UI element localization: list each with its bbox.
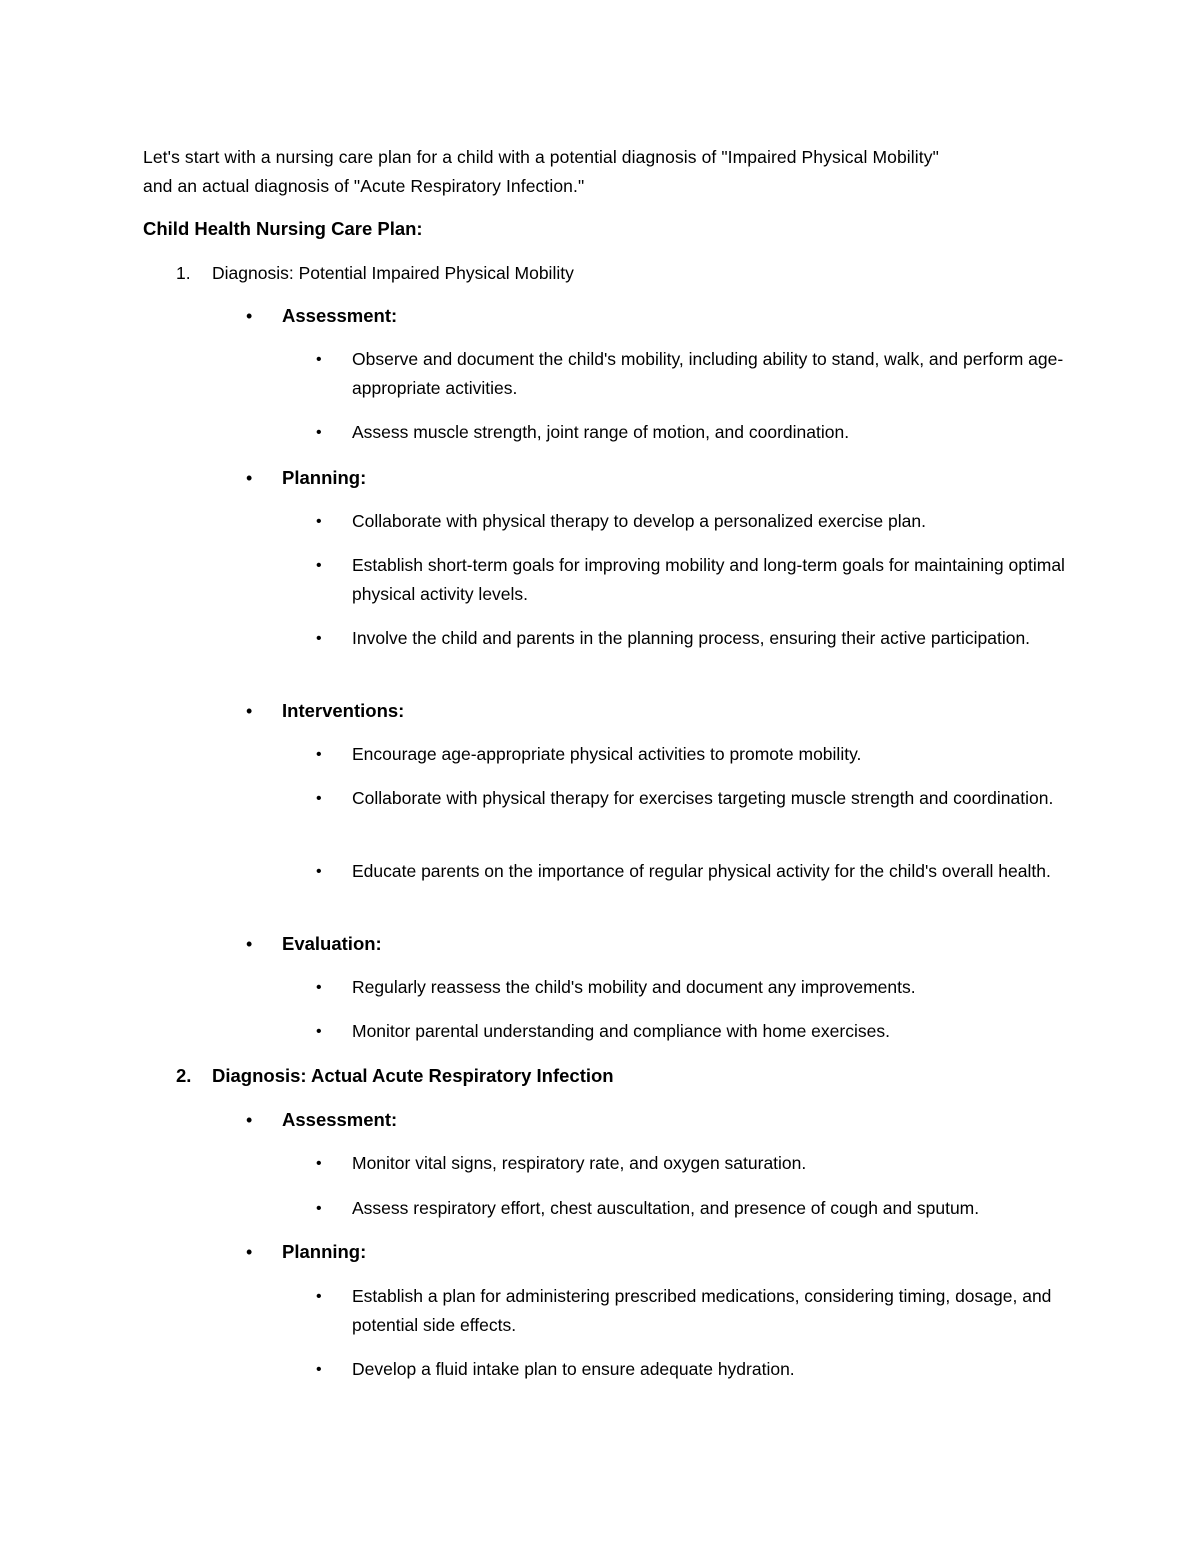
list-item: Regularly reassess the child's mobility and document any improvements.	[352, 977, 916, 997]
section-label: Planning:	[282, 467, 367, 488]
bullet-icon: •	[316, 424, 322, 441]
list-item: Establish short-term goals for improving mobility and long-term goals for maintaining optimal physical activity levels.	[352, 555, 1065, 604]
list-item: Assess respiratory effort, chest auscultation, and presence of cough and sputum.	[352, 1198, 980, 1218]
intro-line-2: and an actual diagnosis of "Acute Respiratory Infection."	[143, 176, 585, 196]
list-item: Collaborate with physical therapy for exercises targeting muscle strength and coordination.	[352, 788, 1054, 808]
bullet-icon: •	[316, 1155, 322, 1172]
diagnosis-number: 2.	[176, 1065, 192, 1086]
bullet-icon: •	[316, 790, 322, 807]
section-label: Assessment:	[282, 1109, 398, 1130]
list-item: Develop a fluid intake plan to ensure adequate hydration.	[352, 1359, 795, 1379]
bullet-icon: •	[316, 1023, 322, 1040]
section-label: Planning:	[282, 1241, 367, 1262]
bullet-icon: •	[246, 1110, 253, 1130]
bullet-icon: •	[316, 746, 322, 763]
list-item: Involve the child and parents in the planning process, ensuring their active participation.	[352, 628, 1031, 648]
page-title: Child Health Nursing Care Plan:	[143, 218, 423, 239]
list-item: Encourage age-appropriate physical activities to promote mobility.	[352, 744, 862, 764]
bullet-icon: •	[316, 557, 322, 574]
intro-line-1: Let's start with a nursing care plan for a child with a potential diagnosis of "Impaired Physical Mobility"	[143, 147, 939, 167]
section-label: Assessment:	[282, 305, 398, 326]
section-label: Interventions:	[282, 700, 405, 721]
bullet-icon: •	[316, 979, 322, 996]
bullet-icon: •	[316, 1200, 322, 1217]
list-item: Collaborate with physical therapy to develop a personalized exercise plan.	[352, 511, 926, 531]
bullet-icon: •	[246, 934, 253, 954]
bullet-icon: •	[316, 351, 322, 368]
list-item: Observe and document the child's mobility, including ability to stand, walk, and perform age-appropriate activities.	[352, 349, 1064, 398]
bullet-icon: •	[316, 630, 322, 647]
bullet-icon: •	[246, 701, 253, 721]
diagnosis-title: Diagnosis: Potential Impaired Physical Mobility	[212, 263, 574, 283]
bullet-icon: •	[316, 513, 322, 530]
diagnosis-title: Diagnosis: Actual Acute Respiratory Infection	[212, 1065, 614, 1086]
bullet-icon: •	[316, 1361, 322, 1378]
list-item: Assess muscle strength, joint range of motion, and coordination.	[352, 422, 850, 442]
bullet-icon: •	[246, 306, 253, 326]
list-item: Educate parents on the importance of regular physical activity for the child's overall health.	[352, 861, 1051, 881]
bullet-icon: •	[316, 863, 322, 880]
bullet-icon: •	[246, 1242, 253, 1262]
section-label: Evaluation:	[282, 933, 382, 954]
bullet-icon: •	[316, 1288, 322, 1305]
diagnosis-number: 1.	[176, 263, 191, 283]
list-item: Monitor vital signs, respiratory rate, and oxygen saturation.	[352, 1153, 807, 1173]
intro-paragraph	[143, 143, 1073, 201]
list-item: Establish a plan for administering prescribed medications, considering timing, dosage, and potential side effects.	[352, 1286, 1052, 1335]
bullet-icon: •	[246, 468, 253, 488]
list-item: Monitor parental understanding and compliance with home exercises.	[352, 1021, 890, 1041]
